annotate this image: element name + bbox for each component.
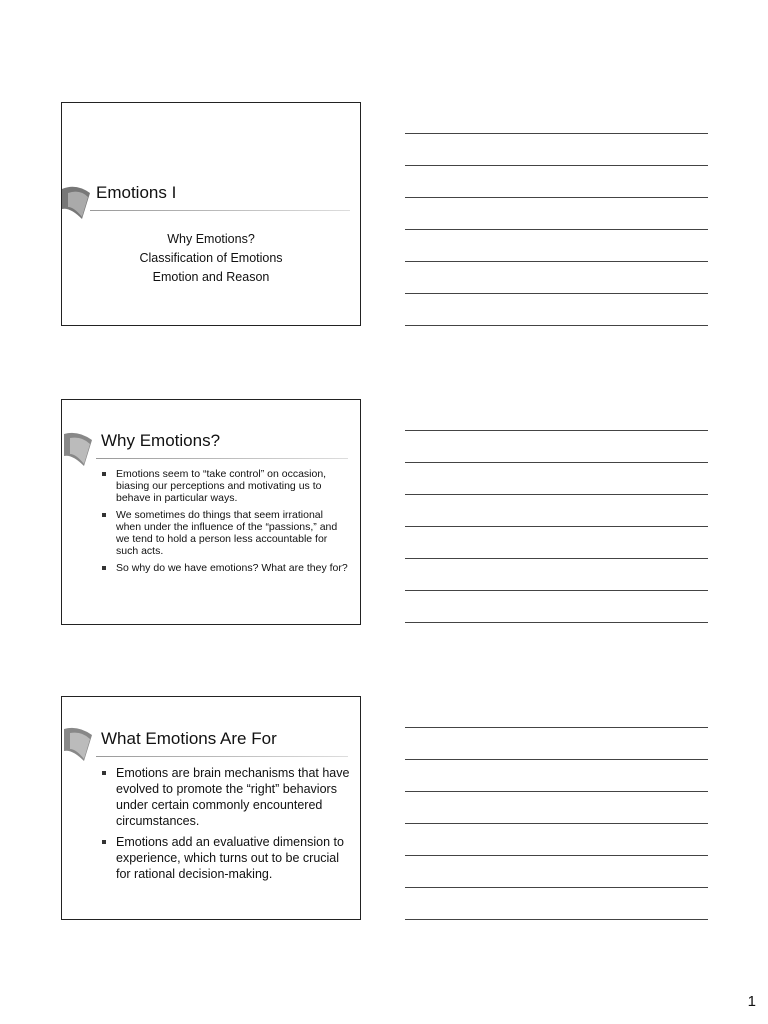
slide-3 (61, 696, 361, 920)
title-divider (96, 756, 348, 757)
note-line (405, 229, 708, 230)
slide-title: Emotions I (96, 183, 177, 202)
note-line (405, 293, 708, 294)
note-line (405, 887, 708, 888)
note-line (405, 622, 708, 623)
note-line (405, 133, 708, 134)
note-line (405, 526, 708, 527)
title-divider (96, 458, 348, 459)
note-line (405, 855, 708, 856)
slide-2 (61, 399, 361, 625)
slide-subtitle-list (62, 230, 360, 287)
slide-title: What Emotions Are For (101, 729, 277, 748)
note-line (405, 197, 708, 198)
note-line (405, 919, 708, 920)
swoosh-decoration-icon (62, 430, 104, 468)
bullet-list (102, 765, 352, 887)
slide-title: Why Emotions? (101, 431, 221, 450)
note-line (405, 430, 708, 431)
swoosh-decoration-icon (62, 725, 104, 763)
bullet-item: So why do we have emotions? What are they for? (102, 562, 350, 574)
bullet-item: We sometimes do things that seem irrational when under the influence of the “passions,” and we tend to hold a person less accountable for such acts. (102, 509, 350, 557)
note-line (405, 727, 708, 728)
bullet-list (102, 468, 350, 579)
title-divider (90, 210, 350, 211)
note-line (405, 791, 708, 792)
note-line (405, 494, 708, 495)
note-line (405, 325, 708, 326)
note-line (405, 759, 708, 760)
bullet-item: Emotions add an evaluative dimension to experience, which turns out to be crucial for rational decision-making. (102, 834, 352, 882)
slide-1 (61, 102, 361, 326)
page-number: 1 (747, 993, 756, 1010)
subtitle-line: Emotion and Reason (152, 270, 270, 284)
note-line (405, 261, 708, 262)
subtitle-line: Classification of Emotions (139, 251, 283, 265)
note-line (405, 165, 708, 166)
note-line (405, 462, 708, 463)
note-line (405, 558, 708, 559)
subtitle-line: Why Emotions? (167, 232, 255, 246)
bullet-item: Emotions seem to “take control” on occasion, biasing our perceptions and motivating us to behave in particular ways. (102, 468, 350, 504)
note-line (405, 590, 708, 591)
bullet-item: Emotions are brain mechanisms that have evolved to promote the “right” behaviors under certain commonly encountered circumstances. (102, 765, 352, 829)
note-line (405, 823, 708, 824)
